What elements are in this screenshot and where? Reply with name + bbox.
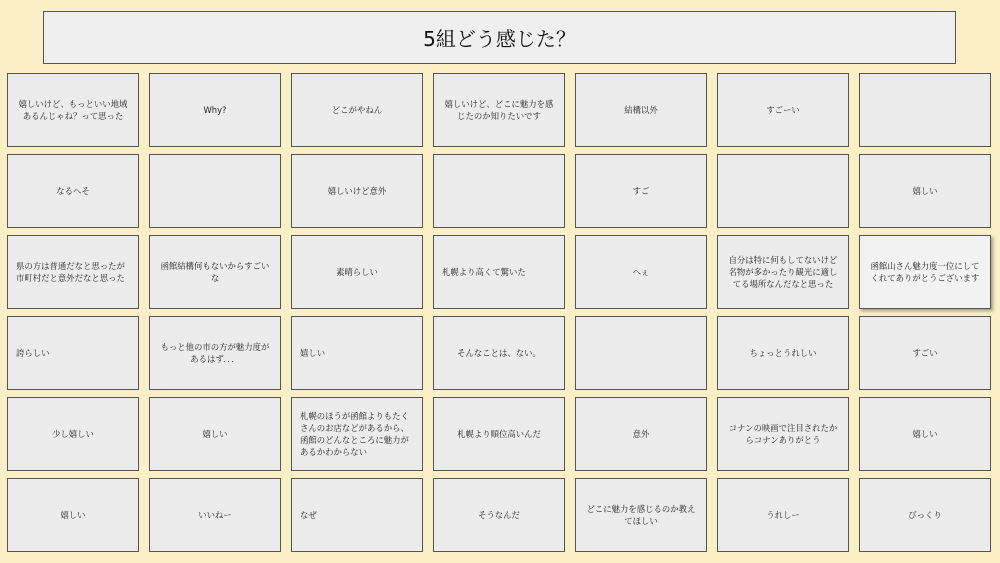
sticky-note-text: そうなんだ (478, 510, 520, 520)
sticky-note-text: コナンの映画で注目されたからコナンありがとう (728, 423, 838, 445)
sticky-note-text: 嬉しい (202, 429, 228, 439)
sticky-note[interactable] (717, 397, 849, 471)
sticky-note[interactable] (575, 73, 707, 147)
sticky-note[interactable] (433, 154, 565, 228)
sticky-note[interactable] (859, 154, 991, 228)
sticky-note-text: 嬉しい (60, 510, 86, 520)
sticky-note-text: 素晴らしい (336, 267, 378, 277)
sticky-note-text: びっくり (908, 510, 942, 520)
sticky-note[interactable] (433, 316, 565, 390)
sticky-note-text: 函館結構何もないからすごいな (160, 261, 270, 283)
sticky-note-text: 結構以外 (624, 105, 658, 115)
sticky-note[interactable] (291, 397, 423, 471)
page-title: 5組どう感じた？ (43, 11, 956, 64)
sticky-note[interactable] (859, 73, 991, 147)
sticky-note-text: 札幌のほうが函館よりもたくさんのお店などがあるから、函館のどんなところに魅力があるかわからない (300, 411, 409, 457)
sticky-note[interactable] (7, 478, 139, 552)
sticky-note-text: へぇ (632, 267, 650, 277)
sticky-note-text: 県の方は普通だなと思ったが市町村だと意外だなと思った (16, 261, 125, 283)
sticky-note-text: 札幌より高くて驚いた (442, 267, 526, 277)
sticky-note[interactable] (149, 478, 281, 552)
sticky-note-text: どこがやねん (331, 105, 383, 115)
sticky-note[interactable] (575, 154, 707, 228)
sticky-note-text: なるへそ (56, 186, 90, 196)
sticky-note[interactable] (717, 154, 849, 228)
sticky-note[interactable] (291, 235, 423, 309)
sticky-note[interactable] (859, 397, 991, 471)
sticky-note-text: 意外 (632, 429, 650, 439)
sticky-note-text: すごい (912, 348, 938, 358)
sticky-note-grid (7, 73, 991, 553)
sticky-note-text: Why? (203, 105, 227, 115)
sticky-note[interactable] (291, 154, 423, 228)
sticky-note[interactable] (433, 235, 565, 309)
sticky-note-text: 札幌より順位高いんだ (457, 429, 541, 439)
sticky-note[interactable] (717, 235, 849, 309)
sticky-note[interactable] (149, 73, 281, 147)
sticky-note-text: 自分は特に何もしてないけど名物が多かったり観光に適してる場所なんだなと思った (728, 255, 838, 289)
sticky-note[interactable] (291, 478, 423, 552)
sticky-note[interactable] (149, 235, 281, 309)
sticky-note[interactable] (7, 73, 139, 147)
sticky-note[interactable] (149, 154, 281, 228)
sticky-note-text: いいねー (198, 510, 232, 520)
sticky-note[interactable] (7, 316, 139, 390)
sticky-note-text: 嬉しい (300, 348, 326, 358)
sticky-note[interactable] (149, 316, 281, 390)
sticky-note[interactable] (717, 316, 849, 390)
sticky-note[interactable] (717, 73, 849, 147)
sticky-note-text: もっと他の市の方が魅力度があるはず．．． (160, 342, 270, 364)
sticky-note[interactable] (7, 154, 139, 228)
sticky-note-text: 嬉しいけど、もっといい地域あるんじゃね？って思った (18, 99, 128, 121)
sticky-note-text: 嬉しいけど意外 (327, 186, 387, 196)
sticky-note-text: 嬉しい (912, 186, 938, 196)
sticky-note-text: どこに魅力を感じるのか教えてほしい (586, 504, 696, 526)
sticky-note-selected[interactable] (859, 235, 991, 309)
sticky-note[interactable] (859, 478, 991, 552)
sticky-note[interactable] (291, 316, 423, 390)
sticky-note-text: 嬉しいけど、どこに魅力を感じたのか知りたいです (444, 99, 554, 121)
sticky-note-text: 誇らしい (16, 348, 50, 358)
sticky-note[interactable] (291, 73, 423, 147)
sticky-note[interactable] (717, 478, 849, 552)
sticky-note[interactable] (575, 316, 707, 390)
sticky-note[interactable] (575, 235, 707, 309)
sticky-note[interactable] (149, 397, 281, 471)
sticky-note[interactable] (7, 397, 139, 471)
sticky-note[interactable] (859, 316, 991, 390)
sticky-note-text: すごーい (766, 105, 800, 115)
sticky-note[interactable] (575, 478, 707, 552)
sticky-note-text: うれしー (766, 510, 800, 520)
sticky-note[interactable] (433, 73, 565, 147)
sticky-note-text: 嬉しい (912, 429, 938, 439)
sticky-note-text: そんなことは、ない。 (457, 348, 541, 358)
sticky-note[interactable] (433, 397, 565, 471)
sticky-note-text: すご (632, 186, 650, 196)
sticky-note[interactable] (7, 235, 139, 309)
sticky-note[interactable] (575, 397, 707, 471)
sticky-note[interactable] (433, 478, 565, 552)
sticky-note-text: ちょっとうれしい (749, 348, 817, 358)
sticky-note-text: なぜ (300, 510, 317, 520)
sticky-note-text: 少し嬉しい (52, 429, 94, 439)
sticky-note-text: 函館山さん魅力度一位にしてくれてありがとうございます (870, 261, 980, 283)
